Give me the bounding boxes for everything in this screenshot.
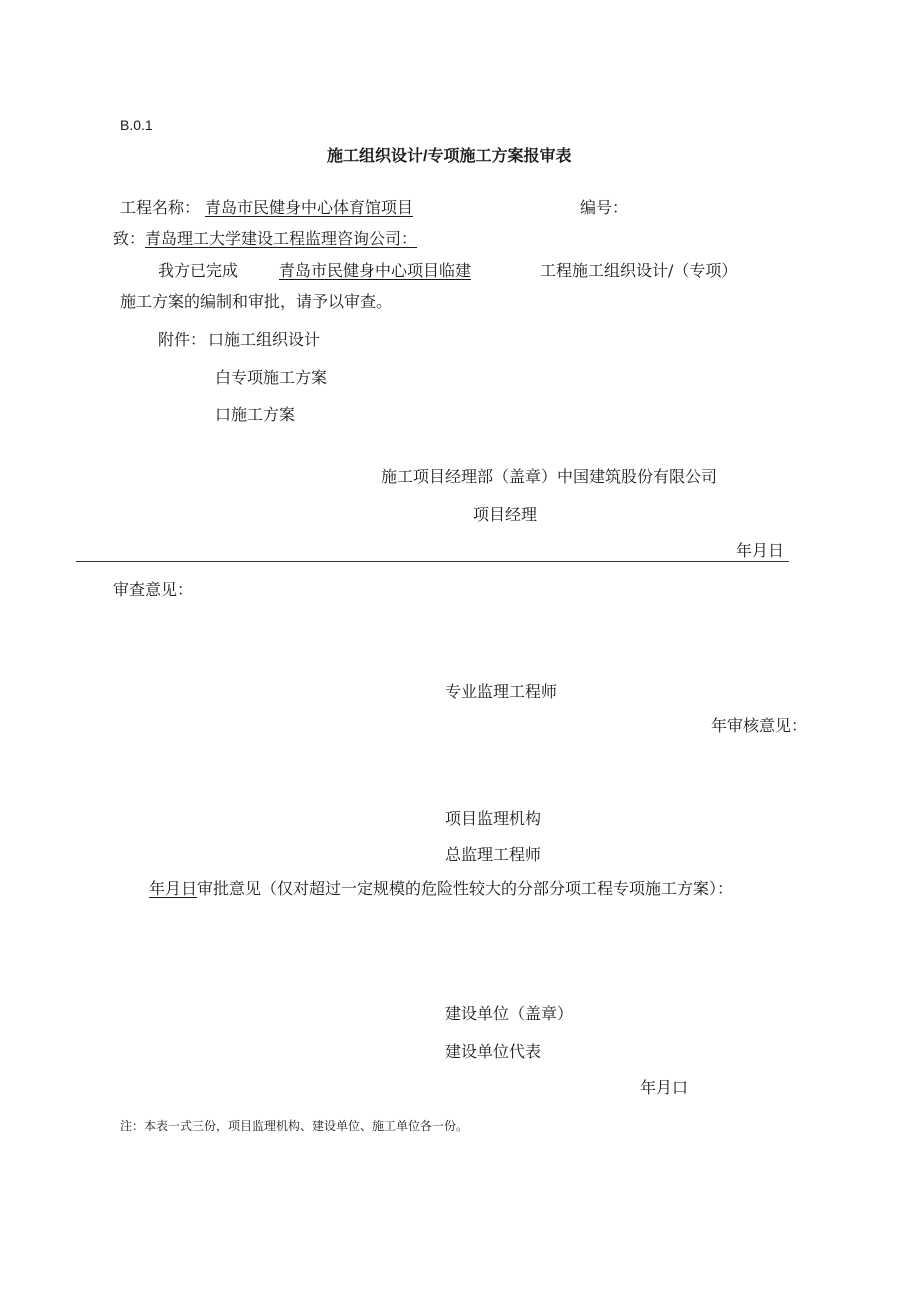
project-name-label: 工程名称： <box>120 198 201 217</box>
review-date-audit: 年审核意见： <box>711 716 808 735</box>
body-line1-project: 青岛市民健身中心项目临建 <box>279 261 472 280</box>
project-manager-label: 项目经理 <box>473 505 538 524</box>
owner-unit-seal: 建设单位（盖章） <box>445 1004 574 1023</box>
supervision-org-label: 项目监理机构 <box>445 809 542 828</box>
footnote: 注：本表一式三份，项目监理机构、建设单位、施工单位各一份。 <box>120 1119 469 1133</box>
specialist-engineer-label: 专业监理工程师 <box>445 682 558 701</box>
supervision-date: 年月日 <box>149 879 198 898</box>
form-title: 施工组织设计/专项施工方案报审表 <box>327 148 572 165</box>
project-name-value: 青岛市民健身中心体育馆项目 <box>205 198 414 217</box>
body-line1-end: 工程施工组织设计/（专项） <box>540 261 738 280</box>
owner-representative: 建设单位代表 <box>445 1042 542 1061</box>
form-code: B.0.1 <box>120 117 153 133</box>
attachment-item: 白专项施工方案 <box>215 368 328 387</box>
attachment-item: 口施工组织设计 <box>208 330 321 349</box>
attachments-label: 附件： <box>158 330 207 349</box>
attachment-item: 口施工方案 <box>215 405 296 424</box>
body-line2: 施工方案的编制和审批，请予以审查。 <box>120 292 393 311</box>
contractor-dept-line: 施工项目经理部（盖章）中国建筑股份有限公司 <box>381 467 718 486</box>
review-opinion-label: 审查意见： <box>113 580 194 599</box>
recipient-name: 青岛理工大学建设工程监理咨询公司： <box>145 229 418 248</box>
chief-engineer-label: 总监理工程师 <box>445 845 542 864</box>
recipient-prefix: 致： <box>113 229 146 248</box>
number-label: 编号： <box>580 198 629 217</box>
section-divider <box>76 561 789 562</box>
body-line1-start: 我方已完成 <box>158 261 239 280</box>
owner-date: 年月口 <box>640 1078 689 1097</box>
contractor-date: 年月日 <box>736 541 785 560</box>
approval-opinion-label: 审批意见（仅对超过一定规模的危险性较大的分部分项工程专项施工方案）： <box>197 879 734 898</box>
